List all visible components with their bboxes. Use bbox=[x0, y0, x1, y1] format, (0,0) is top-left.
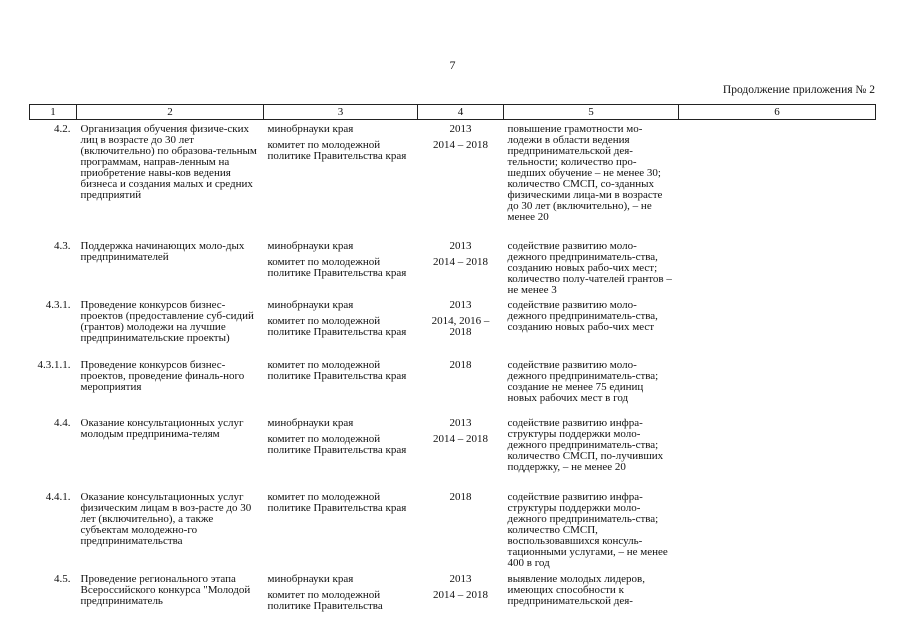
agency: минобрнауки края bbox=[267, 239, 354, 252]
table-row bbox=[30, 570, 876, 612]
column-header: 1 bbox=[30, 105, 77, 120]
period-cell bbox=[418, 296, 504, 356]
result-cell: содействие развитию инфра-структуры поддержки моло-дежного предприниматель-ства; количество СМСП, воспользовавшихся консуль-тационными услугами, – не менее 400 в год bbox=[507, 490, 668, 569]
result-cell: содействие развитию моло-дежного предприниматель-ства; создание не менее 75 единиц новых рабочих мест в год bbox=[507, 358, 659, 404]
column-header: 6 bbox=[679, 105, 876, 120]
item-number: 4.5. bbox=[54, 572, 71, 585]
item-number: 4.3.1. bbox=[45, 298, 71, 311]
table-row bbox=[30, 356, 876, 414]
period: 2018 bbox=[449, 490, 472, 503]
agency-cell bbox=[264, 356, 418, 414]
agency: комитет по молодежной политике Правительства края bbox=[267, 432, 407, 456]
agency: минобрнауки края bbox=[267, 298, 354, 311]
column-header: 4 bbox=[418, 105, 504, 120]
result-cell: содействие развитию моло-дежного предприниматель-ства, созданию новых рабо-чих мест; количество полу-чателей грантов – не менее 3 bbox=[507, 239, 672, 296]
column-header: 5 bbox=[504, 105, 679, 120]
agency: комитет по молодежной политике Правительства края bbox=[267, 255, 407, 279]
period-cell bbox=[418, 488, 504, 570]
agency: комитет по молодежной политике Правительства bbox=[267, 588, 383, 612]
activity-cell: Поддержка начинающих моло-дых предпринимателей bbox=[80, 239, 245, 263]
period-cell bbox=[418, 120, 504, 237]
note-cell bbox=[679, 120, 876, 237]
item-number: 4.3.1.1. bbox=[37, 358, 71, 371]
agency: комитет по молодежной политике Правительства края bbox=[267, 358, 407, 382]
plan-table bbox=[29, 104, 876, 612]
period: 2013 bbox=[449, 298, 472, 311]
period: 2018 bbox=[449, 358, 472, 371]
agency-cell bbox=[264, 488, 418, 570]
result-cell: выявление молодых лидеров, имеющих способности к предпринимательской дея- bbox=[507, 572, 645, 607]
agency: минобрнауки края bbox=[267, 572, 354, 585]
note-cell bbox=[679, 570, 876, 612]
note-cell bbox=[679, 488, 876, 570]
table-row bbox=[30, 237, 876, 296]
table-row bbox=[30, 296, 876, 356]
agency: комитет по молодежной политике Правительства края bbox=[267, 314, 407, 338]
period: 2013 bbox=[449, 239, 472, 252]
note-cell bbox=[679, 237, 876, 296]
item-number: 4.2. bbox=[54, 123, 71, 135]
note-cell bbox=[679, 296, 876, 356]
period: 2014 – 2018 bbox=[433, 432, 488, 445]
period-cell bbox=[418, 237, 504, 296]
period: 2014, 2016 – 2018 bbox=[431, 314, 490, 338]
agency: комитет по молодежной политике Правительства края bbox=[267, 139, 407, 162]
continuation-label: Продолжение приложения № 2 bbox=[722, 84, 875, 96]
activity-cell: Оказание консультационных услуг молодым предпринима-телям bbox=[80, 416, 244, 440]
period: 2013 bbox=[449, 123, 472, 135]
period-cell bbox=[418, 414, 504, 488]
period-cell bbox=[418, 570, 504, 612]
activity-cell: Организация обучения физиче-ских лиц в возрасте до 30 лет (включительно) по образова-тельным программам, направ-ленным на приобретение навы-ков ведения бизнеса и создания малых и средних предприятий bbox=[80, 123, 257, 201]
agency-cell bbox=[264, 237, 418, 296]
table-row bbox=[30, 488, 876, 570]
column-header: 2 bbox=[77, 105, 264, 120]
note-cell bbox=[679, 414, 876, 488]
note-cell bbox=[679, 356, 876, 414]
agency-cell bbox=[264, 570, 418, 612]
period: 2014 – 2018 bbox=[433, 139, 488, 151]
header-row bbox=[30, 105, 876, 120]
agency: минобрнауки края bbox=[267, 123, 354, 135]
item-number: 4.4. bbox=[54, 416, 71, 429]
agency: минобрнауки края bbox=[267, 416, 354, 429]
activity-cell: Проведение конкурсов бизнес-проектов, проведение финаль-ного мероприятия bbox=[80, 358, 245, 393]
period: 2014 – 2018 bbox=[433, 255, 488, 268]
agency-cell bbox=[264, 120, 418, 237]
activity-cell: Проведение конкурсов бизнес-проектов (предоставление суб-сидий (грантов) молодежи на лучшие предпринимательские проекты) bbox=[80, 298, 254, 344]
table-row bbox=[30, 120, 876, 237]
period: 2013 bbox=[449, 572, 472, 585]
activity-cell: Оказание консультационных услуг физическим лицам в воз-расте до 30 лет (включительно), а также субъектам молодежно-го предпринимательства bbox=[80, 490, 252, 547]
period-cell bbox=[418, 356, 504, 414]
page-number: 7 bbox=[449, 58, 456, 72]
agency: комитет по молодежной политике Правительства края bbox=[267, 490, 407, 514]
table-row bbox=[30, 414, 876, 488]
agency-cell bbox=[264, 296, 418, 356]
item-number: 4.3. bbox=[54, 239, 71, 252]
period: 2014 – 2018 bbox=[433, 588, 488, 601]
result-cell: повышение грамотности мо-лодежи в области ведения предпринимательской дея-тельности; количество про-шедших обучение – не менее 30; количество СМСП, со-зданных физическими лица-ми в возрасте до 30 лет (включительно), – не менее 20 bbox=[507, 123, 663, 223]
column-header: 3 bbox=[264, 105, 418, 120]
result-cell: содействие развитию инфра-структуры поддержки моло-дежного предприниматель-ства; количество СМСП, по-лучивших поддержку, – не менее 20 bbox=[507, 416, 664, 473]
item-number: 4.4.1. bbox=[45, 490, 71, 503]
activity-cell: Проведение регионального этапа Всероссийского конкурса "Молодой предприниматель bbox=[80, 572, 251, 607]
agency-cell bbox=[264, 414, 418, 488]
result-cell: содействие развитию моло-дежного предприниматель-ства, созданию новых рабо-чих мест bbox=[507, 298, 658, 333]
period: 2013 bbox=[449, 416, 472, 429]
